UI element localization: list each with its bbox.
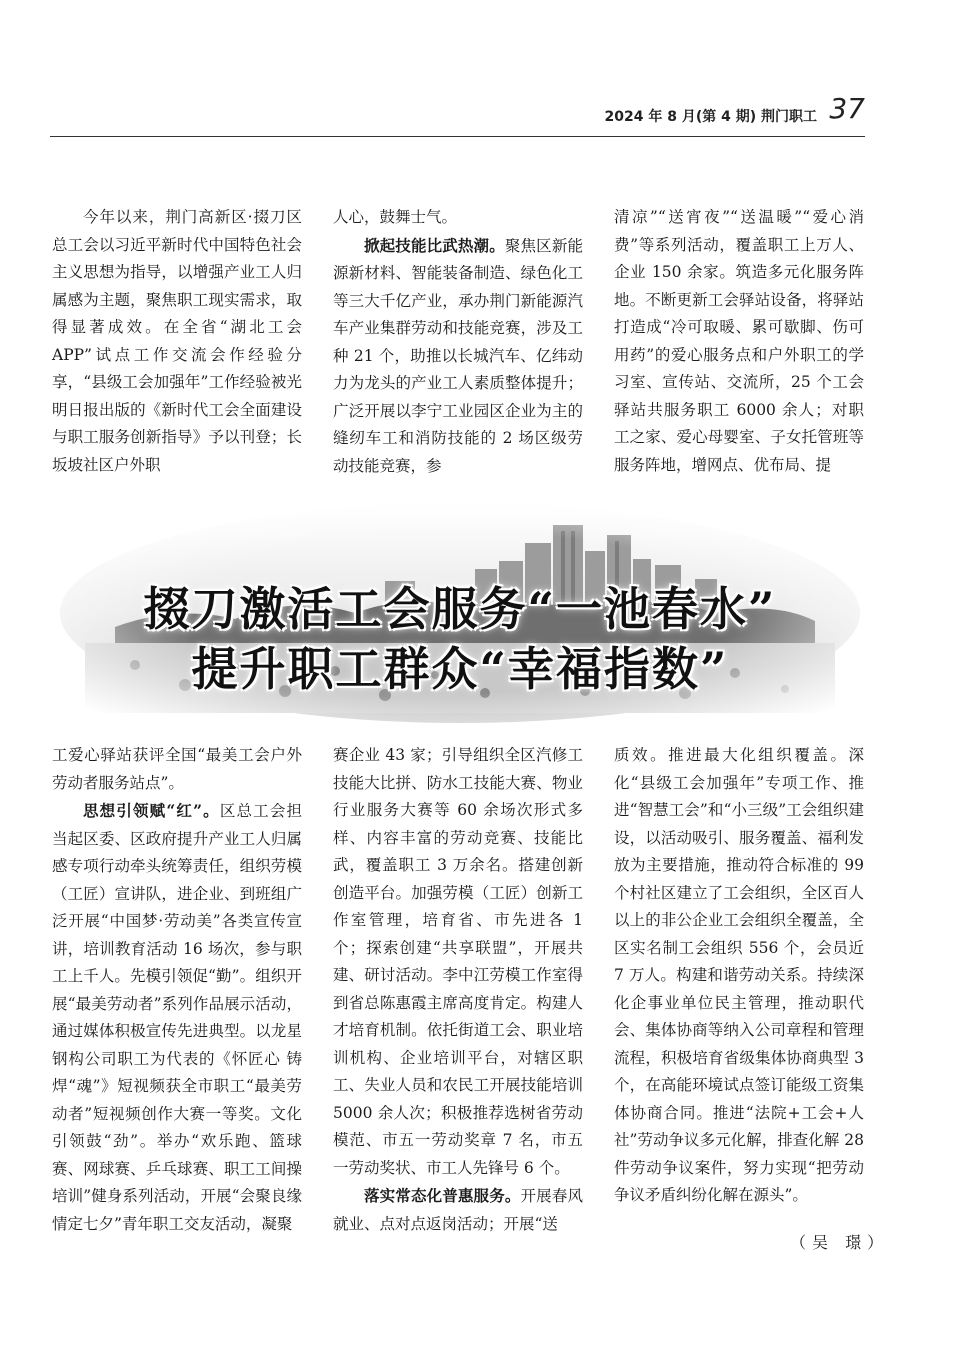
top-column-2 — [333, 204, 583, 480]
paragraph — [52, 797, 302, 1238]
paragraph — [333, 1182, 583, 1238]
article-title-line-2: 提升职工群众“幸福指数” — [191, 642, 729, 696]
issue-label: 2024 年 8 月(第 4 期) 荆门职工 — [604, 109, 817, 125]
section-heading: 思想引领赋“红”。 — [83, 801, 220, 820]
paragraph-text: 聚焦区新能源新材料、智能装备制造、绿色化工等三大千亿产业，承办荆门新能源汽车产业集群劳动和技能竞赛，涉及工种 21 个，助推以长城汽车、亿纬动力为龙头的产业工人素质整体提升；广泛开展以李宁工业园区企业为主的缝纫车工和消防技能的 2 场区级劳动技能竞赛，参 — [333, 236, 583, 475]
author-byline: （吴 璟） — [790, 1233, 890, 1252]
paragraph: 今年以来，荆门高新区·掇刀区总工会以习近平新时代中国特色社会主义思想为指导，以增强产业工人归属感为主题，聚焦职工现实需求，取得显著成效。在全省“湖北工会 APP”试点工作交流会作经验分享，“县级工会加强年”工作经验被光明日报出版的《新时代工会全面建设与职工服务创新指导》予以刊登；长坂坡社区户外职 — [52, 208, 302, 474]
page-header — [50, 90, 865, 137]
article-title-line-1: 掇刀激活工会服务“一池春水” — [143, 582, 777, 636]
bottom-column-2 — [333, 742, 583, 1238]
paragraph: 工爱心驿站获评全国“最美工会户外劳动者服务站点”。 — [52, 746, 302, 792]
paragraph-text: 开展春风就业、点对点返岗活动；开展“送 — [333, 1187, 583, 1233]
top-column-1 — [52, 204, 302, 479]
title-banner — [55, 495, 865, 730]
section-heading: 掀起技能比武热潮。 — [364, 235, 505, 255]
paragraph: 人心，鼓舞士气。 — [333, 208, 458, 226]
bottom-column-1 — [52, 742, 302, 1238]
top-column-3 — [614, 204, 864, 479]
paragraph: 赛企业 43 家；引导组织全区汽修工技能大比拼、防水工技能大赛、物业行业服务大赛等 60 余场次形式多样、内容丰富的劳动竞赛、技能比武，覆盖职工 3 万余名。搭建创新创造平台。加强劳模（工匠）创新工作室管理，培育省、市先进各 1 个；探索创建“共享联盟”，开展共建、研讨活动。李中江劳模工作室得到省总陈惠霞主席高度肯定。构建人才培育机制。依托街道工会、职业培训机构、企业培训平台，对辖区职工、失业人员和农民工开展技能培训 5000 余人次；积极推荐选树省劳动模范、市五一劳动奖章 7 名，市五一劳动奖状、市工人先锋号 6 个。 — [333, 746, 583, 1177]
paragraph: 清凉”“送宵夜”“送温暖”“爱心消费”等系列活动，覆盖职工上万人、企业 150 余家。筑造多元化服务阵地。不断更新工会驿站设备，将驿站打造成“冷可取暖、累可歇脚、伤可用药”的爱心服务点和户外职工的学习室、宣传站、交流所，25 个工会驿站共服务职工 6000 余人；对职工之家、爱心母婴室、子女托管班等服务阵地，增网点、优布局、提 — [614, 208, 864, 474]
paragraph: 质效。推进最大化组织覆盖。深化“县级工会加强年”专项工作、推进“智慧工会”和“小三级”工会组织建设，以活动吸引、服务覆盖、福利发放为主要措施，推动符合标准的 99 个村社区建立了工会组织，全区百人以上的非公企业工会组织全覆盖，全区实名制工会组织 556 个，会员近 7 万人。构建和谐劳动关系。持续深化企事业单位民主管理，推动职代会、集体协商等纳入公司章程和管理流程，积极培育省级集体协商典型 3 个，在高能环境试点签订能级工资集体协商合同。推进“法院+工会+人社”劳动争议多元化解，排查化解 28 件劳动争议案件，努力实现“把劳动争议矛盾纠纷化解在源头”。 — [614, 746, 864, 1204]
paragraph — [333, 232, 583, 481]
page-number: 37 — [829, 92, 865, 125]
paragraph-text: 区总工会担当起区委、区政府提升产业工人归属感专项行动牵头统筹责任，组织劳模（工匠）宣讲队，进企业、到班组广泛开展“中国梦·劳动美”各类宣传宣讲，培训教育活动 16 场次，参与职工上千人。先模引领促“勤”。组织开展“最美劳动者”系列作品展示活动，通过媒体积极宣传先进典型。以龙星钢构公司职工为代表的《怀匠心 铸焊“魂”》短视频获全市职工“最美劳动者”短视频创作大赛一等奖。文化引领鼓“劲”。举办“欢乐跑、篮球赛、网球赛、乒乓球赛、职工工间操培训”健身系列活动，开展“会聚良缘 情定七夕”青年职工交友活动，凝聚 — [52, 802, 302, 1233]
section-heading: 落实常态化普惠服务。 — [364, 1186, 521, 1205]
bottom-column-3 — [614, 742, 864, 1210]
